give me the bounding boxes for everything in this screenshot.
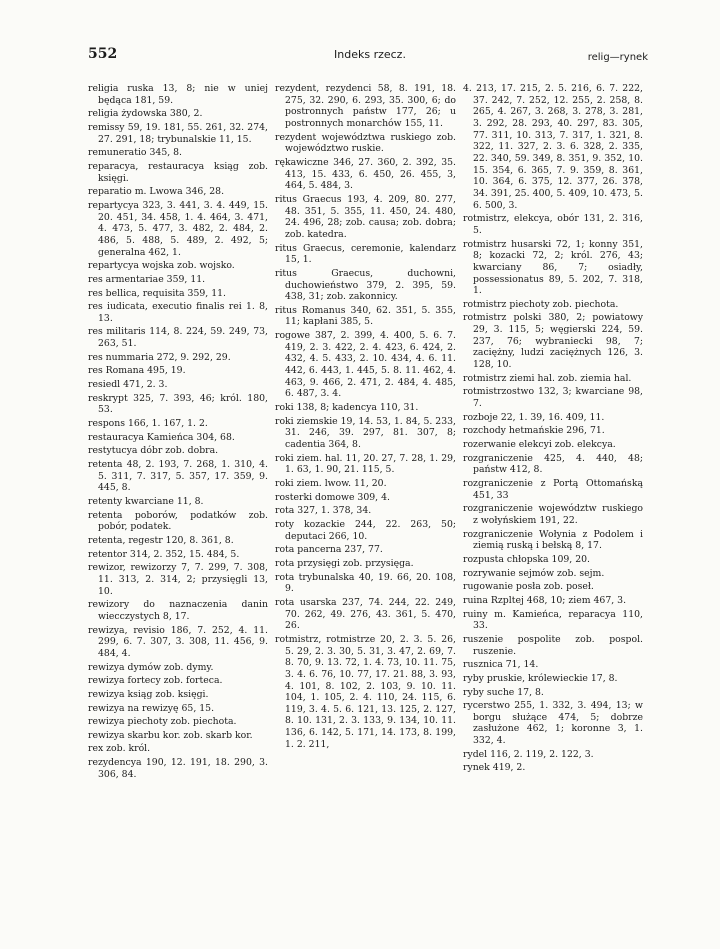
index-entry: res iudicata, executio finalis rei 1. 8, 13. <box>88 301 268 324</box>
index-entry: ruszenie pospolite zob. pospol. ruszenie. <box>463 633 643 657</box>
index-entry: rezydent województwa ruskiego zob. województwo ruskie. <box>275 131 456 155</box>
index-entry: rewizya, revisio 186, 7. 252, 4. 11. 299, 6. 7. 307, 3. 308, 11. 456, 9. 484, 4. <box>88 624 268 659</box>
index-entry: rota pancerna 237, 77. <box>275 544 383 556</box>
index-entry: rozerwanie elekcyi zob. elekcya. <box>463 439 616 451</box>
index-entry: retenta 48, 2. 193, 7. 268, 1. 310, 4. 5. 311, 7. 317, 5. 357, 17. 359, 9. 445, 8. <box>88 459 268 494</box>
index-entry: religia ruska 13, 8; nie w uniej będąca 181, 59. <box>88 83 268 106</box>
index-column-2 <box>275 83 456 752</box>
index-entry: rozgraniczenie 425, 4. 440, 48; państw 412, 8. <box>463 452 643 476</box>
index-entry: rotmistrz, rotmistrze 20, 2. 3. 5. 26, 5. 29, 2. 3. 30, 5. 31, 3. 47, 2. 69, 7. 8. 70, 9. 13. 72, 1. 4. 73, 10. 11. 75, 3. 4. 6. 76, 10. 77, 17. 21. 88, 3. 93, 4. 101, 8. 102, 2. 103, 9. 10. 11. 104, 1. 105, 2. 4. 110, 24. 115, 6. 119, 3. 4. 5. 6. 121, 13. 125, 2. 127, 8. 10. 131, 2. 3. 133, 9. 134, 10. 11. 136, 6. 142, 5. 171, 14. 173, 8. 199, 1. 2. 211, <box>275 633 456 750</box>
index-entry: rota trybunalska 40, 19. 66, 20. 108, 9. <box>275 571 456 595</box>
index-entry: ritus Graecus, ceremonie, kalendarz 15, 1. <box>275 242 456 266</box>
index-entry: rozgraniczenie z Portą Ottomańską 451, 33 <box>463 478 643 501</box>
index-entry: ritus Graecus, duchowni, duchowieństwo 379, 2. 395, 59. 438, 31; zob. zakonnicy. <box>275 267 456 303</box>
index-entry: roki ziem. hal. 11, 20. 27, 7. 28, 1. 29, 1. 63, 1. 90, 21. 115, 5. <box>275 452 456 476</box>
index-entry: ryby pruskie, królewieckie 17, 8. <box>463 672 618 684</box>
index-entry: rozgraniczenie Wołynia z Podolem i ziemią ruską i bełską 8, 17. <box>463 528 643 552</box>
index-entry: rewizor, rewizorzy 7, 7. 299, 7. 308, 11. 313, 2. 314, 2; przysięgli 13, 10. <box>88 562 268 597</box>
index-entry: reparatio m. Lwowa 346, 28. <box>88 186 225 198</box>
index-entry: retenty kwarciane 11, 8. <box>88 496 204 507</box>
index-entry: rota 327, 1. 378, 34. <box>275 505 372 517</box>
index-entry: remuneratio 345, 8. <box>88 147 183 159</box>
index-entry: respons 166, 1. 167, 1. 2. <box>88 418 208 430</box>
index-entry: rynek 419, 2. <box>463 762 526 774</box>
index-entry: roki 138, 8; kadencya 110, 31. <box>275 402 419 414</box>
index-entry: repartycya wojska zob. wojsko. <box>88 260 235 272</box>
index-entry: roki ziem. lwow. 11, 20. <box>275 478 387 489</box>
index-entry: rotmistrz ziemi hal. zob. ziemia hal. <box>463 372 632 384</box>
index-entry: roki ziemskie 19, 14. 53, 1. 84, 5. 233, 31. 246, 39. 297, 81. 307, 8; cadentia 364, 8. <box>275 415 456 451</box>
index-entry: ryby suche 17, 8. <box>463 686 544 698</box>
entry-range: relig—rynek <box>587 52 648 63</box>
index-entry: roty kozackie 244, 22. 263, 50; deputaci 266, 10. <box>275 518 456 542</box>
index-entry: res nummaria 272, 9. 292, 29. <box>88 351 231 363</box>
index-entry: rugowanie posła zob. poseł. <box>463 581 594 593</box>
index-entry: ruina Rzpltej 468, 10; ziem 467, 3. <box>463 594 627 606</box>
index-entry: rewizya ksiąg zob. księgi. <box>88 688 209 700</box>
page-number: 552 <box>88 46 118 62</box>
index-entry: res armentariae 359, 11. <box>88 273 206 285</box>
index-entry: rewizory do naznaczenia danin wiecczystych 8, 17. <box>88 599 268 622</box>
index-entry: remissy 59, 19. 181, 55. 261, 32. 274, 27. 291, 18; trybunalskie 11, 15. <box>88 121 268 145</box>
index-entry: retentor 314, 2. 352, 15. 484, 5. <box>88 548 240 560</box>
index-entry: rogowe 387, 2. 399, 4. 400, 5. 6. 7. 419, 2. 3. 422, 2. 4. 423, 6. 424, 2. 432, 4. 5. 433, 2. 10. 434, 4. 6. 11. 442, 6. 443, 1. 445, 5. 8. 11. 462, 4. 463, 9. 466, 2. 471, 2. 484, 4. 485, 6. 487, 3. 4. <box>275 330 456 400</box>
index-entry: rusznica 71, 14. <box>463 659 539 671</box>
index-entry: rotmistrz husarski 72, 1; konny 351, 8; kozacki 72, 2; król. 276, 43; kwarciany 86, 7; osiadły, possessionatus 89, 5. 202, 7. 318, 1. <box>463 238 643 297</box>
index-entry: retenta, regestr 120, 8. 361, 8. <box>88 534 234 546</box>
index-entry: rotmistrzostwo 132, 3; kwarciane 98, 7. <box>463 386 643 410</box>
index-entry: reparacya, restauracya ksiąg zob. księgi. <box>88 160 268 184</box>
index-entry: rotmistrz, elekcya, obór 131, 2. 316, 5. <box>463 213 643 236</box>
index-entry: rosterki domowe 309, 4. <box>275 491 390 503</box>
index-entry: rozgraniczenie województw ruskiego z wołyńskiem 191, 22. <box>463 503 643 526</box>
index-entry: rewizya fortecy zob. forteca. <box>88 675 223 687</box>
index-entry: resiedl 471, 2. 3. <box>88 379 168 391</box>
index-entry: ritus Romanus 340, 62. 351, 5. 355, 11; kapłani 385, 5. <box>275 304 456 328</box>
index-entry: retenta poborów, podatków zob. pobór, podatek. <box>88 509 268 533</box>
index-entry: rotmistrz piechoty zob. piechota. <box>463 298 619 310</box>
index-entry: rewizya dymów zob. dymy. <box>88 661 214 673</box>
index-entry: rewizya piechoty zob. piechota. <box>88 716 237 728</box>
page-title: Indeks rzecz. <box>334 48 406 61</box>
index-entry: rozrywanie sejmów zob. sejm. <box>463 567 605 579</box>
index-entry: rozpusta chłopska 109, 20. <box>463 553 590 565</box>
index-entry: rycerstwo 255, 1. 332, 3. 494, 13; w borgu służące 474, 5; dobrze zasłużone 462, 1; koronne 3, 1. 332, 4. <box>463 700 643 747</box>
index-entry: res bellica, requisita 359, 11. <box>88 287 226 299</box>
page-header <box>88 48 648 66</box>
index-column-1 <box>88 83 268 782</box>
index-entry: rota przysięgi zob. przysięga. <box>275 557 414 569</box>
index-entry: repartycya 323, 3. 441, 3. 4. 449, 15. 20. 451, 34. 458, 1. 4. 464, 3. 471, 4. 473, 5. 477, 3. 482, 2. 484, 2. 486, 5. 488, 5. 489, 2. 492, 5; generalna 462, 1. <box>88 199 268 258</box>
index-entry: rotmistrz polski 380, 2; powiatowy 29, 3. 115, 5; węgierski 224, 59. 237, 76; wybraniecki 98, 7; zaciężny, ludzi zaciężnych 126, 3. 128, 10. <box>463 312 643 371</box>
index-entry: rydel 116, 2. 119, 2. 122, 3. <box>463 748 594 760</box>
index-entry: rękawiczne 346, 27. 360, 2. 392, 35. 413, 15. 433, 6. 450, 26. 455, 3, 464, 5. 484, 3. <box>275 156 456 192</box>
index-entry: ritus Graecus 193, 4. 209, 80. 277, 48. 351, 5. 355, 11. 450, 24. 480, 24. 496, 28; zob. causa; zob. dobra; zob. katedra. <box>275 193 456 240</box>
index-entry: res militaris 114, 8. 224, 59. 249, 73, 263, 51. <box>88 326 268 350</box>
index-entry: rezydencya 190, 12. 191, 18. 290, 3. 306, 84. <box>88 757 268 780</box>
index-entry: 4. 213, 17. 215, 2. 5. 216, 6. 7. 222, 37. 242, 7. 252, 12. 255, 2. 258, 8. 265, 4. 267, 3. 268, 3. 278, 3. 281, 3. 292, 28. 293, 40. 297, 83. 305, 77. 311, 10. 313, 7. 317, 1. 321, 8. 322, 11. 327, 2. 3. 6. 328, 2. 335, 22. 340, 59. 349, 8. 351, 9. 352, 10. 15. 354, 6. 365, 7. 9. 359, 8. 361, 10. 364, 6. 375, 12. 377, 26. 378, 34. 391, 25. 400, 5. 409, 10. 473, 5. 6. 500, 3. <box>463 83 643 211</box>
index-entry: rozchody hetmańskie 296, 71. <box>463 425 605 437</box>
index-entry: restytucya dóbr zob. dobra. <box>88 445 219 457</box>
index-entry: rewizya na rewizyę 65, 15. <box>88 702 215 714</box>
index-entry: rex zob. król. <box>88 743 151 755</box>
index-entry: rewizya skarbu kor. zob. skarb kor. <box>88 729 253 741</box>
index-entry: ruiny m. Kamieńca, reparacya 110, 33. <box>463 608 643 632</box>
index-entry: rota usarska 237, 74. 244, 22. 249, 70. 262, 49. 276, 43. 361, 5. 470, 26. <box>275 596 456 632</box>
index-entry: religia żydowska 380, 2. <box>88 108 203 120</box>
index-entry: rozboje 22, 1. 39, 16. 409, 11. <box>463 411 605 423</box>
index-entry: res Romana 495, 19. <box>88 365 186 377</box>
index-entry: restauracya Kamieńca 304, 68. <box>88 431 235 443</box>
index-entry: reskrypt 325, 7. 393, 46; król. 180, 53. <box>88 392 268 416</box>
index-column-3 <box>463 83 643 776</box>
index-entry: rezydent, rezydenci 58, 8. 191, 18. 275, 32. 290, 6. 293, 35. 300, 6; do postronnych państw 177, 26; u postronnych monarchów 155, 11. <box>275 83 456 129</box>
